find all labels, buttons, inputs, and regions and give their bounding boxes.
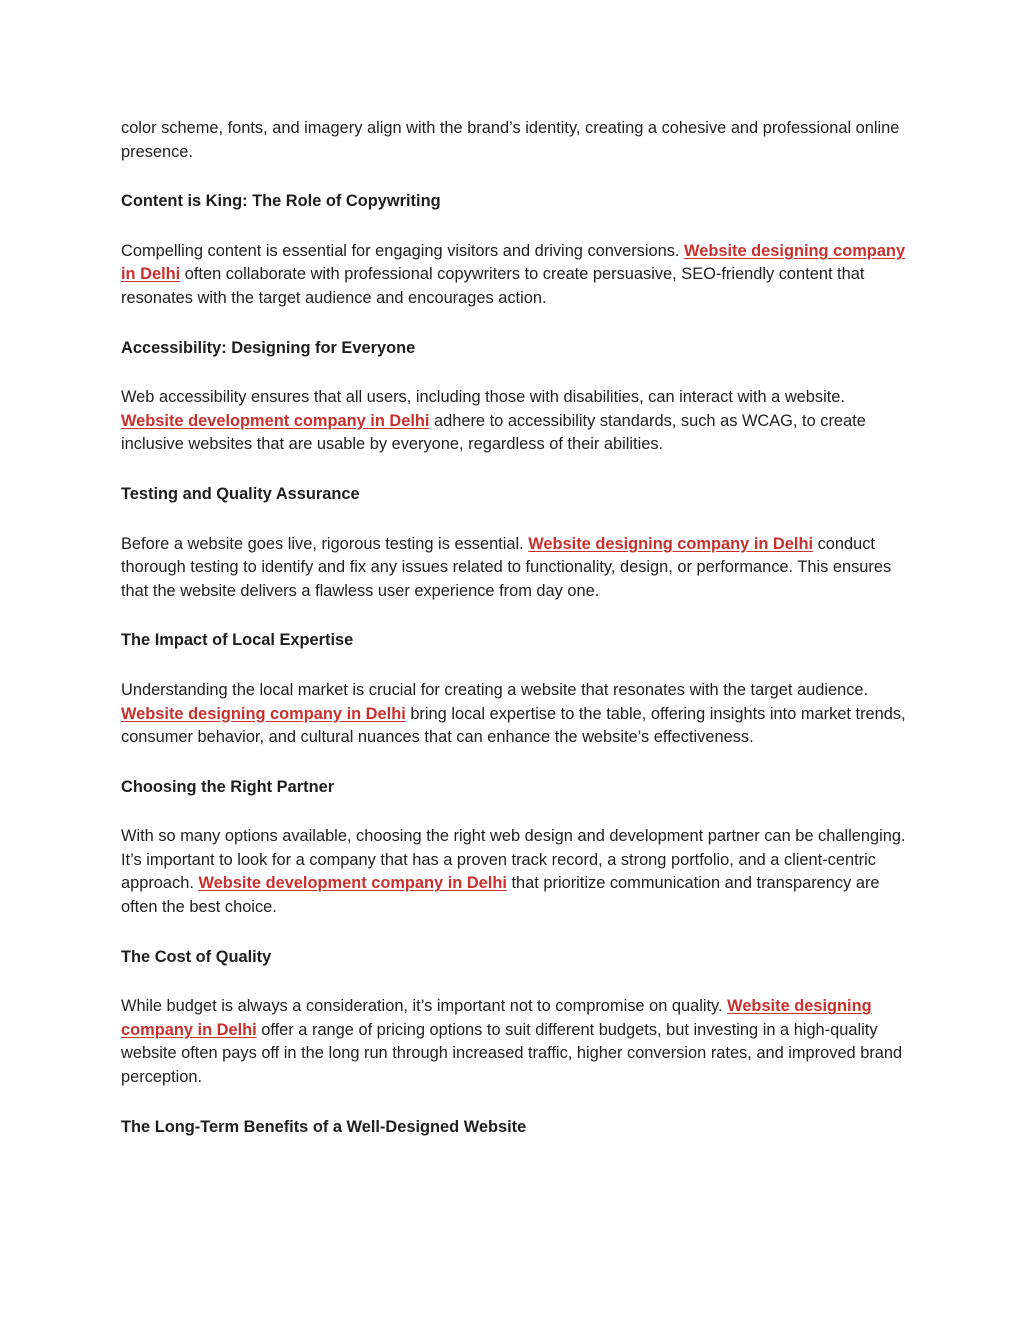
document-page bbox=[121, 117, 911, 1165]
paragraph-text: adhere to accessibility standards, such as WCAG, to create inclusive websites that are usable by everyone, regardless of their abilities. bbox=[121, 411, 866, 454]
paragraph-text: offer a range of pricing options to suit different budgets, but investing in a high-quality website often pays off in the long run through increased traffic, higher conversion rates, and improved brand perception. bbox=[121, 1020, 903, 1087]
heading-long-term-benefits: The Long-Term Benefits of a Well-Designed Website bbox=[121, 1117, 527, 1136]
paragraph-text: that prioritize communication and transparency are often the best choice. bbox=[121, 874, 880, 917]
link-website-designing-company[interactable]: Website designing company in Delhi bbox=[528, 534, 814, 553]
heading-testing-quality: Testing and Quality Assurance bbox=[121, 484, 360, 503]
link-website-development-company[interactable]: Website development company in Delhi bbox=[198, 874, 507, 893]
paragraph-text: Before a website goes live, rigorous testing is essential. bbox=[121, 534, 529, 553]
paragraph-text: bring local expertise to the table, offering insights into market trends, consumer behavior, and cultural nuances that can enhance the website’s effectiveness. bbox=[121, 704, 906, 747]
paragraph-text: Compelling content is essential for engaging visitors and driving conversions. bbox=[121, 241, 685, 260]
paragraph-options bbox=[121, 825, 911, 919]
paragraph-text: While budget is always a consideration, it’s important not to compromise on quality. bbox=[121, 997, 728, 1016]
link-website-designing-company[interactable]: Website designing company in Delhi bbox=[121, 704, 406, 723]
paragraph-text: Understanding the local market is crucial for creating a website that resonates with the target audience. bbox=[121, 680, 869, 699]
heading-local-expertise: The Impact of Local Expertise bbox=[121, 631, 354, 650]
paragraph-testing bbox=[121, 533, 911, 604]
paragraph-local-market bbox=[121, 679, 911, 750]
heading-accessibility: Accessibility: Designing for Everyone bbox=[121, 338, 416, 357]
paragraph-budget bbox=[121, 995, 911, 1089]
paragraph-compelling-content bbox=[121, 240, 911, 311]
paragraph-text: Web accessibility ensures that all users, including those with disabilities, can interact with a website. bbox=[121, 388, 845, 407]
link-website-development-company[interactable]: Website development company in Delhi bbox=[121, 411, 430, 430]
paragraph-text: often collaborate with professional copywriters to create persuasive, SEO-friendly content that resonates with the target audience and encourages action. bbox=[121, 265, 865, 307]
paragraph-brand-identity bbox=[121, 117, 911, 164]
link-website-designing-company[interactable]: Website designing company in Delhi bbox=[121, 241, 906, 284]
heading-cost-of-quality: The Cost of Quality bbox=[121, 947, 272, 966]
heading-right-partner: Choosing the Right Partner bbox=[121, 777, 335, 796]
paragraph-text: conduct thorough testing to identify and fix any issues related to functionality, design, or performance. This ensures that the website delivers a flawless user experience from day one. bbox=[121, 534, 892, 600]
paragraph-text: color scheme, fonts, and imagery align with the brand’s identity, creating a cohesive and professional online presence. bbox=[121, 119, 900, 161]
link-website-designing-company[interactable]: Website designing company in Delhi bbox=[121, 997, 872, 1039]
heading-content-is-king: Content is King: The Role of Copywriting bbox=[121, 192, 441, 211]
paragraph-text: With so many options available, choosing the right web design and development partner can be challenging. It’s important to look for a company that has a proven track record, a strong portfolio, and a client-centric approach. bbox=[121, 827, 906, 893]
paragraph-web-accessibility bbox=[121, 386, 911, 457]
